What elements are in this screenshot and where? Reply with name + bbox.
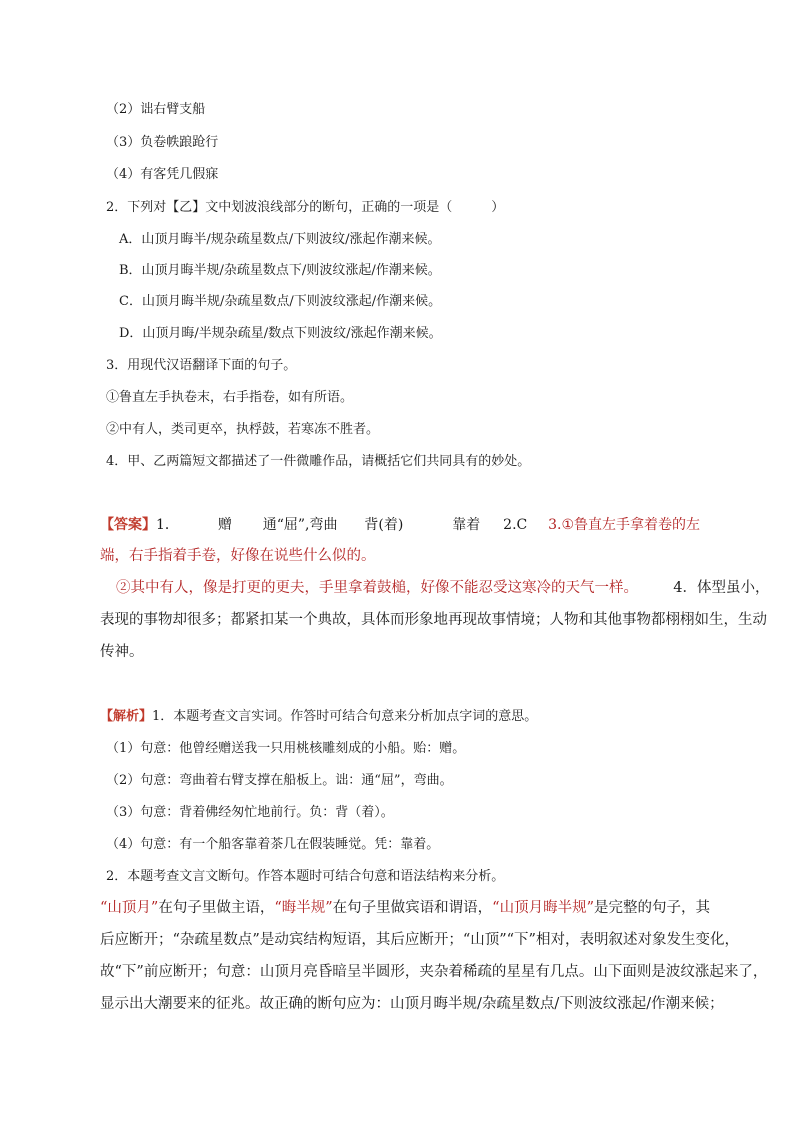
answer-4-line-3: 传神。	[100, 644, 144, 660]
answer-1-item-1: 赠	[217, 517, 232, 533]
analysis-q2-mid-1: 在句子里做主语，	[158, 900, 275, 916]
analysis-q2-mid-2: 在句子里做宾语和谓语，	[332, 900, 493, 916]
q2-option-d: D．山顶月晦/半规杂疏星/数点下则波纹/涨起作潮来候。	[119, 326, 442, 341]
q1-item-3: （3）负卷帙踉跄行	[106, 135, 219, 150]
q2-option-a: A．山顶月晦半/规杂疏星数点/下则波纹/涨起作潮来候。	[119, 232, 441, 247]
answer-1-number: 1．	[156, 517, 179, 533]
answer-4-start: 4．体型虽小，	[673, 580, 770, 596]
analysis-intro: 1．本题考查文言实词。作答时可结合句意来分析加点字词的意思。	[152, 709, 538, 724]
analysis-item-3: （3）句意：背着佛经匆忙地前行。负：背（着）。	[106, 805, 394, 820]
q3-sentence-2: ②中有人，类司更卒，执桴鼓，若寒冻不胜者。	[106, 422, 380, 437]
answer-label: 【答案】	[100, 517, 156, 533]
analysis-item-4: （4）句意：有一个船客靠着茶几在假装睡觉。凭：靠着。	[106, 837, 440, 852]
q2-option-c: C．山顶月晦半规/杂疏星数点/下则波纹涨起/作潮来候。	[119, 294, 442, 309]
q4-stem: 4．甲、乙两篇短文都描述了一件微雕作品，请概括它们共同具有的妙处。	[106, 454, 531, 469]
analysis-intro-line	[100, 707, 537, 727]
analysis-item-1: （1）句意：他曾经赠送我一只用桃核雕刻成的小船。贻：赠。	[106, 741, 466, 756]
answer-1-item-4: 靠着	[452, 517, 481, 533]
answer-1-item-2: 通“屈”,弯曲	[262, 517, 338, 533]
analysis-q2-para-2: 后应断开；“杂疏星数点”是动宾结构短语，其后应断开；“山顶”“下”相对，表明叙述对象发生变化，	[100, 932, 739, 948]
answer-line-1	[100, 515, 700, 535]
analysis-q2-intro: 2．本题考查文言文断句。作答本题时可结合句意和语法结构来分析。	[106, 869, 505, 884]
analysis-q2-end: 是完整的句子，其	[593, 900, 710, 916]
answer-4-line-2: 表现的事物却很多；都紧扣某一个典故，具体而形象地再现故事情境；人物和其他事物都栩栩如生，生动	[100, 612, 767, 628]
q3-stem: 3．用现代汉语翻译下面的句子。	[106, 358, 297, 373]
q1-item-2: （2）诎右臂支船	[106, 102, 206, 117]
answer-line-3	[116, 578, 769, 598]
answer-2: 2.C	[503, 517, 528, 533]
q2-option-b: B．山顶月晦半规/杂疏星数点下/则波纹涨起/作潮来候。	[119, 263, 441, 278]
quote-full-sentence: “山顶月晦半规”	[492, 900, 594, 916]
answer-3-line-2: 端，右手指着手卷，好像在说些什么似的。	[100, 548, 376, 564]
q2-stem: 2．下列对【乙】文中划波浪线部分的断句，正确的一项是（ ）	[106, 200, 505, 215]
quote-hui-ban-gui: “晦半规”	[274, 900, 333, 916]
answer-3-start: 3.①鲁直左手拿着卷的左	[548, 517, 701, 533]
analysis-q2-para-3: 故“下”前应断开；句意：山顶月亮昏暗呈半圆形，夹杂着稀疏的星星有几点。山下面则是波纹涨起来了，	[100, 964, 768, 980]
quote-shanding-yue: “山顶月”	[100, 900, 159, 916]
analysis-q2-para-1	[100, 898, 710, 918]
answer-1-item-3: 背(着)	[364, 517, 404, 533]
analysis-q2-para-4: 显示出大潮要来的征兆。故正确的断句应为：山顶月晦半规/杂疏星数点/下则波纹涨起/作潮来候；	[100, 996, 724, 1012]
analysis-item-2: （2）句意：弯曲着右臂支撑在船板上。诎：通“屈”，弯曲。	[106, 773, 453, 788]
answer-3-sentence-2: ②其中有人，像是打更的更夫，手里拿着鼓槌，好像不能忍受这寒冷的天气一样。	[116, 580, 638, 596]
q3-sentence-1: ①鲁直左手执卷末，右手指卷，如有所语。	[106, 390, 354, 405]
q1-item-4: （4）有客凭几假寐	[106, 167, 219, 182]
analysis-label: 【解析】	[100, 709, 153, 724]
